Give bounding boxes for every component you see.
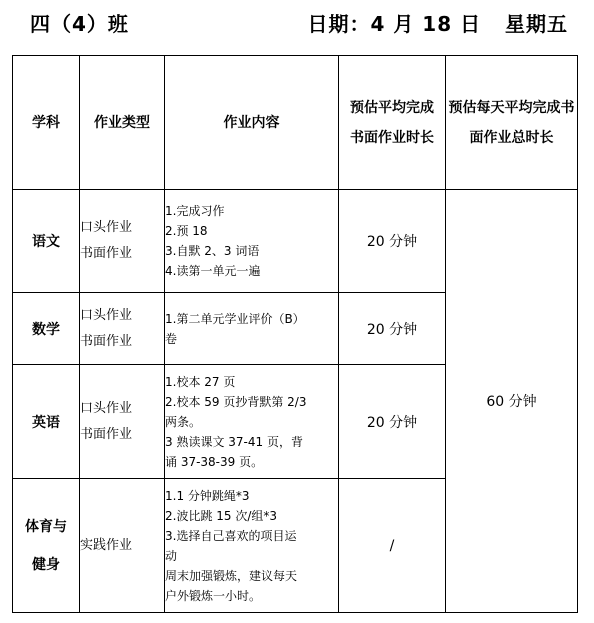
type-practice: 实践作业 <box>80 537 133 553</box>
homework-content <box>165 190 339 293</box>
content-line: 周末加强锻炼，建议每天 <box>165 568 298 583</box>
type-written: 书面作业 <box>80 246 133 261</box>
title-bar <box>0 0 594 50</box>
content-line: 2.预 18 <box>165 224 208 238</box>
homework-table <box>12 55 578 613</box>
estimated-time: 20 分钟 <box>339 365 446 479</box>
content-line: 1.完成习作 <box>165 204 225 218</box>
type-written: 书面作业 <box>80 333 133 349</box>
content-line: 4.读第一单元一遍 <box>165 264 261 278</box>
header-total-time <box>446 56 578 190</box>
homework-content <box>165 365 339 479</box>
type-written: 书面作业 <box>80 426 133 442</box>
table-header-row <box>13 56 578 190</box>
total-time: 60 分钟 <box>446 190 578 613</box>
homework-type <box>80 365 165 479</box>
estimated-time: 20 分钟 <box>339 190 446 293</box>
type-oral: 口头作业 <box>80 400 133 416</box>
homework-content <box>165 479 339 613</box>
subject-pe <box>13 479 80 613</box>
homework-type <box>80 479 165 613</box>
estimated-time: 20 分钟 <box>339 293 446 365</box>
content-line: 2.校本 59 页抄背默第 2/3 <box>165 394 307 409</box>
estimated-time: / <box>339 479 446 613</box>
content-line: 2.波比跳 15 次/组*3 <box>165 508 278 523</box>
subject-chinese: 语文 <box>13 190 80 293</box>
content-line: 卷 <box>165 331 178 346</box>
content-line: 1.第二单元学业评价（B） <box>165 311 305 326</box>
subject-english: 英语 <box>13 365 80 479</box>
header-content: 作业内容 <box>165 56 339 190</box>
header-estimated-time-label: 预估平均完成书面作业时长 <box>350 99 434 146</box>
content-line: 1.1 分钟跳绳*3 <box>165 488 250 503</box>
header-estimated-time <box>339 56 446 190</box>
table-row <box>13 190 578 293</box>
subject-pe-label: 体育与健身 <box>25 518 67 573</box>
class-name: 四（4）班 <box>30 12 129 36</box>
content-line: 户外锻炼一小时。 <box>165 588 262 603</box>
type-oral: 口头作业 <box>80 220 133 235</box>
content-line: 两条。 <box>165 414 202 429</box>
date-info: 日期：4 月 18 日 星期五 <box>307 12 568 36</box>
subject-math: 数学 <box>13 293 80 365</box>
content-line: 1.校本 27 页 <box>165 374 236 389</box>
type-oral: 口头作业 <box>80 307 133 323</box>
content-line: 3 熟读课文 37-41 页，背 <box>165 434 303 449</box>
header-subject: 学科 <box>13 56 80 190</box>
content-line: 3.选择自己喜欢的项目运 <box>165 528 297 543</box>
header-type: 作业类型 <box>80 56 165 190</box>
content-line: 3.自默 2、3 词语 <box>165 244 260 258</box>
content-line: 诵 37-38-39 页。 <box>165 454 264 469</box>
homework-type <box>80 293 165 365</box>
content-line: 动 <box>165 548 178 563</box>
header-total-time-label: 预估每天平均完成书面作业总时长 <box>448 99 575 146</box>
homework-type <box>80 190 165 293</box>
homework-content <box>165 293 339 365</box>
